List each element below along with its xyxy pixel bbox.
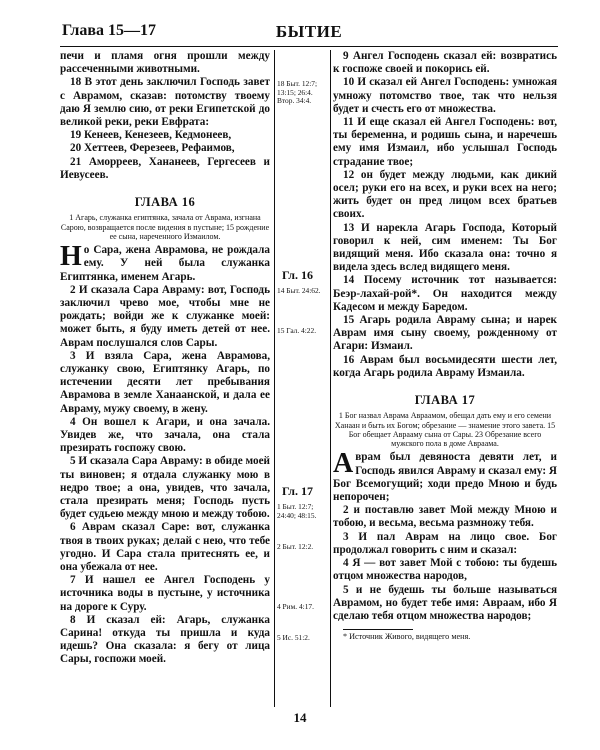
verse: 16 Аврам был восьмидесяти шести лет, когда Агарь родила Авраму Измаила. [333,353,557,379]
verse: 12 он будет между людьми, как дикий осел; руки его на всех, и руки всех на него; жить будет он пред лицом всех братьев своих. [333,168,557,221]
footnote: * Источник Живого, видящего меня. [343,632,471,642]
verse: 4 Он вошел к Агари, и она зачала. Увидев же, что зачала, она стала презирать госпожу свою. [60,415,270,455]
verse: 11 И еще сказал ей Ангел Господень: вот, ты беременна, и родишь сына, и наречешь ему имя Измаил, ибо услышал Господь страдание твое; [333,116,557,168]
chapter-summary: 1 Бог назвал Аврама Авраамом, обещал дать ему и его семени Ханаан и быть их Богом; обрезание — знамение этого завета. 15 Бог обещает Аврааму сына от Сары. 23 Обрезание всего мужского пола в доме Авраама. [334,411,556,449]
verse-text: о Сара, жена Аврамова, не рождала ему. У ней была служанка Египтянка, именем Агарь. [60,244,270,283]
verse: печи и пламя огня прошли между рассеченными животными. [60,50,270,76]
verse: 20 Хеттеев, Ферезеев, Рефаимов, [70,142,235,155]
column-rule-right [330,50,331,707]
verse: 21 Аморреев, Хананеев, Гергесеев и Иевусеев. [60,155,270,181]
left-column [60,50,270,667]
verse: 10 И сказал ей Ангел Господень: умножая умножу потомство твое, так что нельзя будет и счесть его от множества. [333,76,557,115]
chapter-marker: Гл. 17 [282,484,314,498]
verse: 7 И нашел ее Ангел Господень у источника воды в пустыне, у источника на дороге к Суру. [60,574,270,613]
column-rule-left [274,50,275,707]
verse: 19 Кенеев, Кенезеев, Кедмонеев, [70,129,232,142]
running-head-book: БЫТИЕ [275,22,343,41]
verse: 8 И сказал ей: Агарь, служанка Сарина! откуда ты пришла и куда идешь? Она сказала: я бегу от лица Сары, госпожи моей. [60,613,270,666]
cross-reference: 1 Быт. 12:7; 24:40; 48:15. [277,502,317,520]
verse: 5 И сказала Сара Авраму: в обиде моей ты виновен; я отдала служанку мою в недро твое; а она, увидев, что зачала, стала презирать меня; Господь пусть будет судьею между мною и между тобою. [60,455,270,521]
chapter-summary: 1 Агарь, служанка египтянка, зачала от Аврама, изгнана Сарою, возвращается после видения в пустыне; 15 рождение ее сына, нареченного Измаилом. [60,213,270,241]
page-number: 14 [293,710,307,725]
verse: 14 Посему источник тот называется: Беэр-лахай-рой*. Он находится между Кадесом и между Баредом. [333,274,557,313]
chapter-marker: Гл. 16 [282,268,314,282]
cross-reference: 5 Ис. 51:2. [277,633,310,642]
verse: 5 и не будешь ты больше называться Аврамом, но будет тебе имя: Авраам, ибо Я сделаю тебя отцом множества народов; [333,583,557,622]
verse: 3 И взяла Сара, жена Аврамова, служанку свою, Египтянку Агарь, по истечении десяти лет пребывания Аврамова в земле Ханаанской, и дала ее Авраму, мужу своему, в жену. [60,349,270,415]
verse: 4 Я — вот завет Мой с тобою: ты будешь отцом множества народов, [333,557,557,583]
verse: 9 Ангел Господень сказал ей: возвратись к госпоже своей и покорись ей. [333,50,557,76]
chapter-heading: ГЛАВА 17 [414,393,476,408]
cross-reference: 4 Рим. 4:17. [277,602,314,611]
drop-cap: А [333,448,354,480]
verse: 2 И сказала Сара Авраму: вот, Господь заключил чрево мое, чтобы мне не рождать; войди же к служанке моей: может быть, я буду иметь детей от нее. Аврам послушался слов Сары. [60,283,270,349]
right-column [333,50,557,642]
cross-reference: 14 Быт. 24:62. [277,286,321,295]
verse [60,241,270,284]
footnote-divider [343,629,413,630]
verse [333,448,557,504]
verse: 15 Агарь родила Авраму сына; и нарек Аврам имя сыну своему, рожденному от Агари: Измаил. [333,314,557,353]
verse-text: врам был девяноста девяти лет, и Господь явился Авраму и сказал ему: Я Бог Всемогущий; ходи предо Мною и будь непорочен; [333,451,557,504]
drop-cap: Н [60,241,82,273]
verse: 13 И нарекла Агарь Господа, Который говорил к ней, сим именем: Ты Бог видящий меня. Ибо сказала она: точно я видела здесь вслед видящего меня. [333,221,557,274]
verse: 6 Аврам сказал Саре: вот, служанка твоя в твоих руках; делай с нею, что тебе угодно. И Сара стала притеснять ее, и она убежала от нее. [60,521,270,573]
cross-reference: 15 Гал. 4:22. [277,326,317,335]
chapter-heading: ГЛАВА 16 [134,195,196,210]
page-header [60,22,558,47]
verse: 3 И пал Аврам на лицо свое. Бог продолжал говорить с ним и сказал: [333,530,557,556]
running-head-chapters: Глава 15—17 [62,22,156,39]
verse: 18 В этот день заключил Господь завет с Аврамом, сказав: потомству твоему даю Я землю сию, от реки Египетской до великой реки, реки Евфрата: [60,76,270,129]
cross-reference: 2 Быт. 12:2. [277,542,314,551]
verse: 2 и поставлю завет Мой между Мною и тобою, и весьма, весьма размножу тебя. [333,504,557,530]
cross-reference: 18 Быт. 12:7; 13:15; 26:4. Втор. 34:4. [277,79,318,106]
